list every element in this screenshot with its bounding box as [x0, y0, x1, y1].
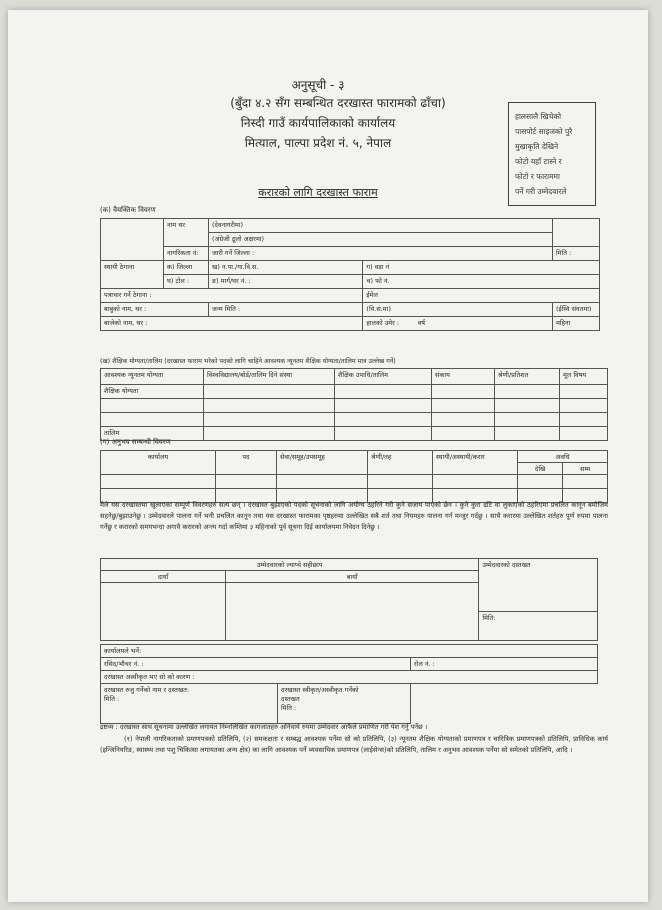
- training-row-label: तालिम: [101, 427, 204, 441]
- district-field[interactable]: क) जिल्ला: [164, 261, 209, 275]
- education-header: संकाय: [432, 369, 495, 385]
- left-thumb-label: बायाँ: [226, 571, 479, 583]
- section-experience-label: (ग) अनुभव सम्बन्धी विवरण: [100, 438, 171, 446]
- photo-box-line: फोटो यहाँ टास्ने र: [515, 157, 562, 166]
- photo-box-line: पासपोर्ट साइजको पुरै: [515, 127, 573, 136]
- candidate-signature-label: उम्मेदवारको दस्तखत: [482, 561, 531, 569]
- section-personal-label: (क) वैयक्तिक विवरण: [100, 206, 156, 214]
- experience-header: पद: [216, 451, 277, 475]
- experience-header: स्थायी/अस्थायी/करार: [433, 451, 518, 475]
- education-header: आवश्यक न्यूनतम योग्यता: [101, 369, 204, 385]
- issue-date-field[interactable]: मिति :: [553, 247, 600, 261]
- name-english-field[interactable]: (अंग्रेजी ठूलो अक्षरमा): [209, 233, 553, 247]
- experience-header: अवधि: [518, 451, 608, 463]
- verifier-label: दरखास्त रुजु गर्नेको नाम र दस्तखत:: [104, 686, 190, 694]
- age-month-field[interactable]: महिना: [553, 317, 600, 331]
- photo-box-line: फोटो र फाराममा: [515, 172, 560, 181]
- road-field[interactable]: ङ) मार्ग/घर नं. :: [209, 275, 363, 289]
- approver-label: दरखास्त स्वीकृत/अस्वीकृत गर्नेको: [281, 686, 359, 694]
- note-line-1: द्रष्टव्य : दरखास्त साथ सूचनामा उल्लेखित लगायत निम्नलिखित कागजातहरु अनिवार्य रुपमा उम्मेदवार आफैले प्रमाणित गरी पेश गर्नु पर्नेछ ।: [100, 723, 428, 731]
- name-devanagari-field[interactable]: (देवनागरीमा): [209, 219, 553, 233]
- personal-details-table: [100, 218, 600, 331]
- grandfather-name-field[interactable]: बाजेको नाम, थर :: [101, 317, 363, 331]
- candidate-signature-box[interactable]: [479, 559, 598, 641]
- photo-box-line: हालसालै खिचेको: [515, 112, 562, 121]
- office-name: निस्दी गाउँ कार्यपालिकाको कार्यालय: [240, 116, 396, 130]
- photo-box: [508, 102, 596, 206]
- age-label: हालको उमेर :: [366, 319, 400, 327]
- signature-date-label: मिति:: [479, 611, 597, 623]
- name-label: नाम थर: [164, 219, 209, 247]
- dob-ad-field[interactable]: (ईस्वि संवतमा): [553, 303, 600, 317]
- left-thumb-box[interactable]: [226, 583, 479, 641]
- annex-number: अनुसूची - ३: [291, 78, 345, 92]
- photo-box-line: पर्ने गरी उम्मेदवारले: [515, 187, 567, 196]
- issued-district-field[interactable]: जारी गर्ने जिल्ला :: [209, 247, 553, 261]
- experience-header: सेवा/समूह/उपसमूह: [277, 451, 368, 475]
- right-thumb-label: दायाँ: [101, 571, 226, 583]
- dob-label: जन्म मिति :: [209, 303, 363, 317]
- roll-field[interactable]: रोल नं. :: [411, 658, 598, 671]
- approver-sign-label: दस्तखत: [281, 695, 300, 703]
- education-header: शैक्षिक उपाधि/तालिम: [335, 369, 432, 385]
- thumb-print-title: उम्मेदवारको ल्याप्चे सहीछाप: [101, 559, 479, 571]
- right-thumb-box[interactable]: [101, 583, 226, 641]
- rejection-reason-field[interactable]: दरखास्त अस्वीकृत भए सो को कारण :: [101, 671, 598, 684]
- office-use-table: [100, 644, 598, 724]
- verifier-field: [101, 684, 278, 724]
- declaration-text: मैले यस दरखास्तमा खुलाएका सम्पूर्ण विवरणहरु सत्य छन् । दरखास्त बुझाएको पदको सूचनाको लागि अयोग्य ठहरिने गरी कुनै सजाय पाएको छैन । कुनै कुरा ढाँटे वा लुकाएको ठहरिएमा प्रचलित कानून बमोजिम सहनेछु/बुझाउनेछु । उम्मेदवारले पालना गर्ने भनी प्रचलित कानून तथा यस दरखास्त फारामका पृष्ठहरुमा उल्लेखित सबै शर्त तथा नियमहरु पालना गर्न मन्जुर गर्दछु । साथै करारमा उल्लेखित शर्तहरु पूर्ण रुपमा पालना गर्नेछु र करारको समयभन्दा अगावै करारको अन्त्य गर्दा कम्तिमा ३ महिनाको पूर्व सूचना दिई कार्यालयमा निवेदन दिनेछु ।: [100, 501, 608, 531]
- note-line-2: (१) नेपाली नागरिकताको प्रमाणपत्रको प्रतिलिपि, (२) समकक्षता र सम्बद्ध आवश्यक पर्नेमा सो को प्रतिलिपि, (३) न्यूनतम शैक्षिक योग्यताको प्रमाणपत्र र चारित्रिक प्रमाणपत्रको प्रतिलिपि, प्राविधिक कार्य (इन्जिनियरिङ, स्वास्थ्य तथा पशु चिकित्सा लगायतका अन्य क्षेत्र) का लागि आवश्यक पर्ने व्यवसायिक प्रमाणपत्र (लाईसेन्स)को प्रतिलिपि, तालिम र अनुभव आवश्यक पर्नेमा सो समेतको प्रतिलिपि, आदि ।: [100, 735, 608, 754]
- office-address: मित्याल, पाल्पा प्रदेश नं. ५, नेपाल: [244, 136, 392, 150]
- experience-header: कार्यालय: [101, 451, 216, 475]
- age-field: [363, 317, 553, 331]
- verifier-date-label: मिति :: [104, 695, 120, 703]
- approver-date-label: मिति :: [281, 704, 297, 712]
- education-header: विश्वविद्यालय/बोर्ड/तालिम दिने संस्था: [204, 369, 335, 385]
- email-field[interactable]: ईमेल: [363, 289, 600, 303]
- experience-header: श्रेणी/तह: [368, 451, 433, 475]
- office-use-title: कार्यालयले भर्ने:: [101, 645, 598, 658]
- municipality-field[interactable]: ख) न.पा./गा.वि.स.: [209, 261, 363, 275]
- ward-field[interactable]: ग) वडा नं: [363, 261, 600, 275]
- form-title: करारको लागि दरखास्त फाराम: [258, 186, 378, 199]
- age-year-label: वर्ष: [417, 319, 426, 327]
- annex-subtitle: (बुँदा ४.२ सँग सम्बन्धित दरखास्त फारामको ढाँचा): [230, 96, 446, 110]
- section-education-label: (ख) शैक्षिक योग्यता/तालिम (दरखास्त फाराम भरेको पदको लागि चाहिने आवश्यक न्यूनतम शैक्षिक योग्यता/तालिम मात्र उल्लेख गर्ने): [100, 358, 396, 365]
- period-to-header: सम्म: [563, 463, 608, 475]
- education-table: [100, 368, 608, 441]
- receipt-field[interactable]: रसिद/भौचर नं. :: [101, 658, 411, 671]
- signature-table: [100, 558, 598, 641]
- tole-field[interactable]: घ) टोल :: [164, 275, 209, 289]
- permanent-address-label: स्थायी ठेगाना: [101, 261, 164, 289]
- period-from-header: देखि: [518, 463, 563, 475]
- education-header: मूल विषय: [560, 369, 608, 385]
- education-row-label: शैक्षिक योग्यता: [101, 385, 204, 399]
- approver-field: [278, 684, 411, 724]
- photo-box-line: मुखाकृति देखिने: [515, 142, 559, 151]
- mailing-address-field[interactable]: पत्राचार गर्ने ठेगाना :: [101, 289, 363, 303]
- dob-bs-field[interactable]: (वि.सं.मा): [363, 303, 553, 317]
- education-header: श्रेणी/प्रतिशत: [495, 369, 560, 385]
- citizenship-field[interactable]: नागरिकता नं:: [164, 247, 209, 261]
- experience-table: [100, 450, 608, 503]
- phone-field[interactable]: च) फो नं.: [363, 275, 600, 289]
- father-name-field[interactable]: बाबुको नाम, थर :: [101, 303, 209, 317]
- form-sheet: [8, 10, 648, 902]
